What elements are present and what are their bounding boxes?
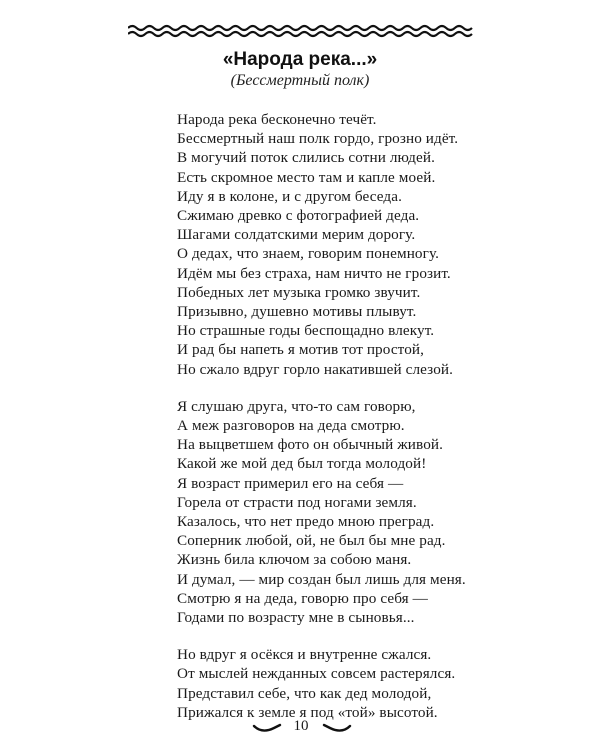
poem-line: Но страшные годы беспощадно влекут.: [177, 322, 435, 340]
poem-line: Победных лет музыка громко звучит.: [177, 283, 421, 301]
stanza: [177, 110, 577, 379]
poem-line: Есть скромное место там и капле моей.: [177, 168, 436, 186]
poem-line: Призывно, душевно мотивы плывут.: [177, 303, 417, 321]
poem-line: Идём мы без страха, нам ничто не грозит.: [177, 264, 451, 282]
page-footer: [0, 716, 600, 738]
poem-line: Какой же мой дед был тогда молодой!: [177, 455, 427, 473]
right-swash-ornament: [322, 722, 352, 734]
poem-line: И думал, — мир создан был лишь для меня.: [177, 570, 466, 588]
poem-line: Но сжало вдруг горло накатившей слезой.: [177, 360, 454, 378]
poem-line: Годами по возрасту мне в сыновья...: [177, 609, 415, 627]
poem-line: В могучий поток слились сотни людей.: [177, 149, 435, 167]
poem-line: Народа река бесконечно течёт.: [177, 111, 377, 128]
poem-line: Но вдруг я осёкся и внутренне сжался.: [177, 646, 432, 664]
poem-line: Жизнь била ключом за собою маня.: [177, 551, 412, 569]
poem-line: О дедах, что знаем, говорим понемногу.: [177, 245, 440, 263]
poem-line: На выцветшем фото он обычный живой.: [177, 436, 444, 454]
poem-line: Я возраст примерил его на себя —: [177, 474, 404, 492]
stanza: [177, 397, 577, 627]
poem-line: От мыслей нежданных совсем растерялся.: [177, 665, 456, 683]
poem-line: Казалось, что нет предо мною преград.: [177, 513, 435, 531]
page-number: 10: [293, 718, 309, 734]
poem-body: [177, 110, 577, 740]
poem-line: Я слушаю друга, что-то сам говорю,: [177, 397, 416, 415]
poem-line: Иду я в колоне, и с другом беседа.: [177, 187, 402, 205]
left-swash-ornament: [252, 722, 282, 734]
top-wave-ornament: [128, 24, 473, 38]
poem-line: Бессмертный наш полк гордо, грозно идёт.: [177, 130, 459, 148]
poem-title: «Народа река...»: [222, 49, 378, 70]
poem-line: Соперник любой, ой, не был бы мне рад.: [177, 532, 446, 550]
poem-line: Шагами солдатскими мерим дорогу.: [177, 226, 416, 244]
poem-line: Горела от страсти под ногами земля.: [177, 493, 417, 511]
poem-line: А меж разговоров на деда смотрю.: [177, 417, 405, 435]
poem-line: Сжимаю древко с фотографией деда.: [177, 207, 420, 225]
poem-line: Смотрю я на деда, говорю про себя —: [177, 589, 428, 607]
stanza: [177, 645, 577, 722]
poem-line: Представил себе, что как дед молодой,: [177, 684, 432, 702]
poem-line: И рад бы напеть я мотив тот простой,: [177, 341, 425, 359]
poem-line: Прижался к земле я под «той» высотой.: [177, 703, 438, 721]
poem-subtitle: (Бессмертный полк): [230, 72, 370, 89]
